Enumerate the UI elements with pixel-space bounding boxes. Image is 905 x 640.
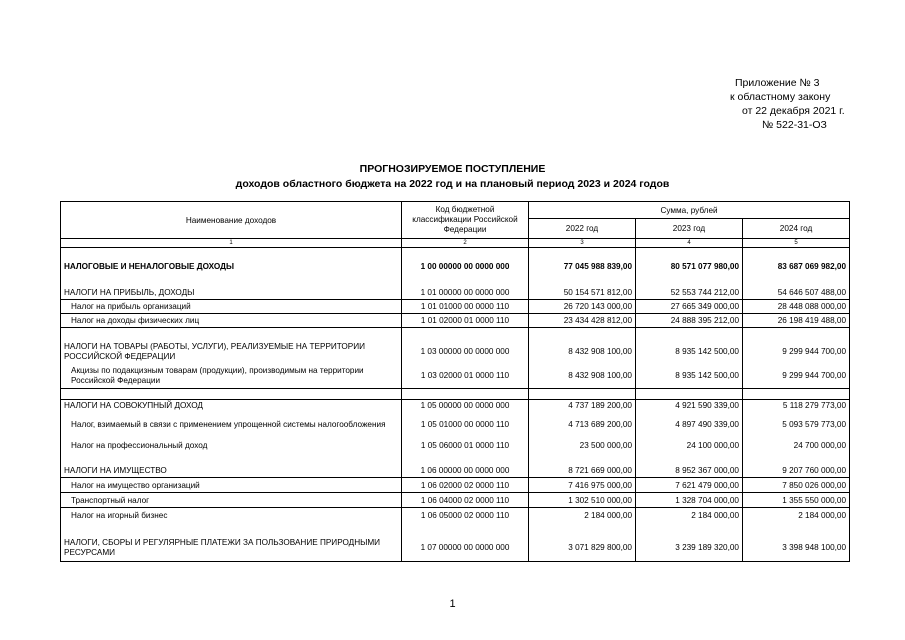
row-amount-2024: 9 299 944 700,00 [743, 340, 850, 365]
row-amount-2022: 7 416 975 000,00 [529, 478, 636, 493]
page-number: 1 [449, 598, 456, 610]
document-title: ПРОГНОЗИРУЕМОЕ ПОСТУПЛЕНИЕ [359, 163, 546, 175]
row-amount-2024: 9 207 760 000,00 [743, 465, 850, 478]
row-code: 1 06 05000 02 0000 110 [402, 508, 529, 523]
table-row [61, 300, 850, 314]
row-amount-2022: 4 737 189 200,00 [529, 400, 636, 412]
appendix-block [690, 76, 870, 132]
row-amount-2023: 24 888 395 212,00 [636, 314, 743, 328]
row-amount-2023: 8 935 142 500,00 [636, 365, 743, 389]
table-row [61, 365, 850, 389]
table-row [61, 478, 850, 493]
row-amount-2022: 50 154 571 812,00 [529, 287, 636, 300]
table-row [61, 493, 850, 508]
header-year-2024: 2024 год [743, 219, 850, 239]
document-subtitle: доходов областного бюджета на 2022 год и на плановый период 2023 и 2024 годов [235, 178, 670, 190]
row-amount-2024: 28 448 088 000,00 [743, 300, 850, 314]
row-code: 1 06 02000 02 0000 110 [402, 478, 529, 493]
row-amount-2024: 24 700 000,00 [743, 438, 850, 453]
row-name: НАЛОГИ НА ПРИБЫЛЬ, ДОХОДЫ [61, 287, 402, 300]
column-number: 4 [636, 239, 743, 248]
appendix-line-2: к областному закону [730, 91, 831, 103]
row-amount-2022: 8 432 908 100,00 [529, 365, 636, 389]
table-row [61, 400, 850, 412]
row-amount-2024: 83 687 069 982,00 [743, 260, 850, 273]
table-row [61, 465, 850, 478]
row-code: 1 05 01000 00 0000 110 [402, 412, 529, 438]
row-amount-2023: 8 935 142 500,00 [636, 340, 743, 365]
row-code: 1 01 02000 01 0000 110 [402, 314, 529, 328]
table-row [61, 536, 850, 562]
row-amount-2022: 26 720 143 000,00 [529, 300, 636, 314]
header-sum: Сумма, рублей [529, 202, 850, 219]
row-name: Налог на профессиональный доход [61, 438, 402, 453]
header-year-2022: 2022 год [529, 219, 636, 239]
row-amount-2024: 9 299 944 700,00 [743, 365, 850, 389]
row-amount-2024: 5 093 579 773,00 [743, 412, 850, 438]
table-row [61, 260, 850, 273]
row-amount-2022: 77 045 988 839,00 [529, 260, 636, 273]
row-name: Транспортный налог [61, 493, 402, 508]
row-code: 1 06 00000 00 0000 000 [402, 465, 529, 478]
row-amount-2024: 2 184 000,00 [743, 508, 850, 523]
row-amount-2023: 7 621 479 000,00 [636, 478, 743, 493]
row-amount-2023: 2 184 000,00 [636, 508, 743, 523]
row-code: 1 00 00000 00 0000 000 [402, 260, 529, 273]
table-row [61, 287, 850, 300]
row-name: НАЛОГИ НА СОВОКУПНЫЙ ДОХОД [61, 400, 402, 412]
row-amount-2023: 27 665 349 000,00 [636, 300, 743, 314]
row-name: Налог на прибыль организаций [61, 300, 402, 314]
row-amount-2024: 1 355 550 000,00 [743, 493, 850, 508]
row-amount-2024: 3 398 948 100,00 [743, 536, 850, 562]
row-code: 1 07 00000 00 0000 000 [402, 536, 529, 562]
row-amount-2023: 4 921 590 339,00 [636, 400, 743, 412]
row-name: Налог, взимаемый в связи с применением упрощенной системы налогообложения [61, 412, 402, 438]
table-row [61, 508, 850, 523]
row-code: 1 01 01000 00 0000 110 [402, 300, 529, 314]
row-amount-2022: 3 071 829 800,00 [529, 536, 636, 562]
column-number: 1 [61, 239, 402, 248]
header-income-name: Наименование доходов [61, 202, 402, 239]
row-amount-2023: 24 100 000,00 [636, 438, 743, 453]
row-amount-2023: 1 328 704 000,00 [636, 493, 743, 508]
table-row [61, 314, 850, 328]
appendix-line-1: Приложение № 3 [735, 77, 820, 89]
row-amount-2022: 8 432 908 100,00 [529, 340, 636, 365]
row-amount-2024: 26 198 419 488,00 [743, 314, 850, 328]
row-amount-2022: 23 434 428 812,00 [529, 314, 636, 328]
row-code: 1 03 02000 01 0000 110 [402, 365, 529, 389]
table-row [61, 340, 850, 365]
row-amount-2023: 4 897 490 339,00 [636, 412, 743, 438]
row-name: НАЛОГИ НА ИМУЩЕСТВО [61, 465, 402, 478]
revenue-table [60, 201, 850, 562]
row-amount-2023: 80 571 077 980,00 [636, 260, 743, 273]
row-amount-2022: 2 184 000,00 [529, 508, 636, 523]
header-budget-code: Код бюджетной классификации Российской Федерации [402, 202, 529, 239]
appendix-line-3: от 22 декабря 2021 г. [742, 105, 845, 117]
row-code: 1 06 04000 02 0000 110 [402, 493, 529, 508]
row-amount-2022: 8 721 669 000,00 [529, 465, 636, 478]
row-code: 1 01 00000 00 0000 000 [402, 287, 529, 300]
header-year-2023: 2023 год [636, 219, 743, 239]
row-name: Акцизы по подакцизным товарам (продукции), производимым на территории Российской Федерации [61, 365, 402, 389]
row-amount-2024: 7 850 026 000,00 [743, 478, 850, 493]
row-code: 1 05 00000 00 0000 000 [402, 400, 529, 412]
row-amount-2023: 8 952 367 000,00 [636, 465, 743, 478]
row-amount-2023: 3 239 189 320,00 [636, 536, 743, 562]
table-row [61, 412, 850, 438]
row-name: Налог на игорный бизнес [61, 508, 402, 523]
table-row [61, 438, 850, 453]
appendix-line-4: № 522-31-ОЗ [762, 119, 827, 131]
row-code: 1 05 06000 01 0000 110 [402, 438, 529, 453]
row-amount-2022: 1 302 510 000,00 [529, 493, 636, 508]
row-name: НАЛОГИ, СБОРЫ И РЕГУЛЯРНЫЕ ПЛАТЕЖИ ЗА ПОЛЬЗОВАНИЕ ПРИРОДНЫМИ РЕСУРСАМИ [61, 536, 402, 562]
row-amount-2024: 54 646 507 488,00 [743, 287, 850, 300]
row-amount-2022: 23 500 000,00 [529, 438, 636, 453]
column-number: 5 [743, 239, 850, 248]
row-amount-2022: 4 713 689 200,00 [529, 412, 636, 438]
row-name: Налог на доходы физических лиц [61, 314, 402, 328]
row-amount-2023: 52 553 744 212,00 [636, 287, 743, 300]
row-code: 1 03 00000 00 0000 000 [402, 340, 529, 365]
row-amount-2024: 5 118 279 773,00 [743, 400, 850, 412]
column-number: 3 [529, 239, 636, 248]
row-name: Налог на имущество организаций [61, 478, 402, 493]
row-name: НАЛОГОВЫЕ И НЕНАЛОГОВЫЕ ДОХОДЫ [61, 260, 402, 273]
column-number: 2 [402, 239, 529, 248]
row-name: НАЛОГИ НА ТОВАРЫ (РАБОТЫ, УСЛУГИ), РЕАЛИЗУЕМЫЕ НА ТЕРРИТОРИИ РОССИЙСКОЙ ФЕДЕРАЦИИ [61, 340, 402, 365]
